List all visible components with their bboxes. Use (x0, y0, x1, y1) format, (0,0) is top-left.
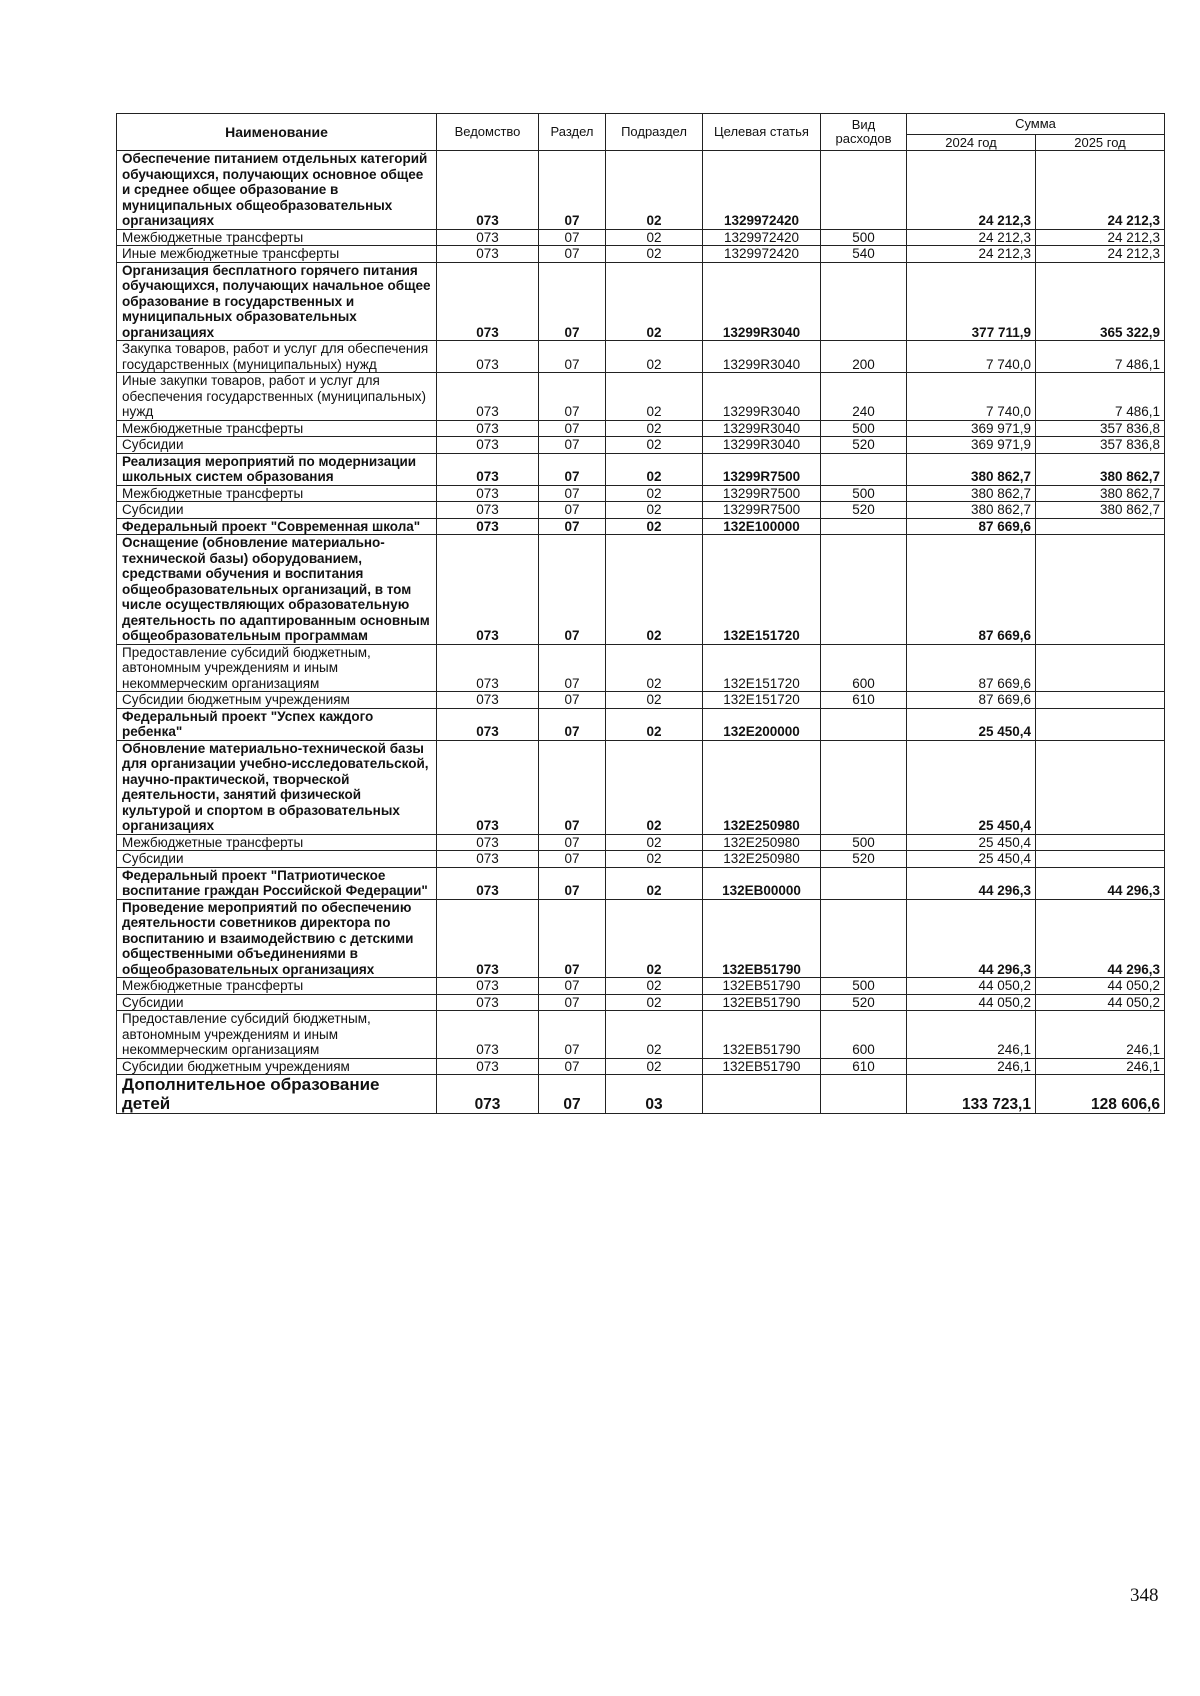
row-expense-type (821, 867, 907, 899)
row-sum-2024: 246,1 (907, 1058, 1036, 1075)
table-row (117, 1011, 1165, 1059)
row-name: Предоставление субсидий бюджетным, автономным учреждениям и иным некоммерческим организациям (117, 1011, 437, 1059)
header-target-article: Целевая статья (703, 114, 821, 151)
row-department: 073 (437, 978, 539, 995)
row-sum-2025: 246,1 (1036, 1011, 1165, 1059)
row-section: 07 (539, 978, 606, 995)
row-section: 07 (539, 899, 606, 978)
row-subsection: 02 (606, 1011, 703, 1059)
table-row (117, 644, 1165, 692)
row-target-article: 13299R3040 (703, 437, 821, 454)
table-row (117, 535, 1165, 645)
row-sum-2024: 380 862,7 (907, 502, 1036, 519)
row-name: Предоставление субсидий бюджетным, автономным учреждениям и иным некоммерческим организациям (117, 644, 437, 692)
row-target-article: 13299R7500 (703, 485, 821, 502)
row-sum-2024: 369 971,9 (907, 420, 1036, 437)
row-section: 07 (539, 708, 606, 740)
row-subsection: 02 (606, 834, 703, 851)
row-subsection: 02 (606, 867, 703, 899)
row-section: 07 (539, 535, 606, 645)
row-section: 07 (539, 851, 606, 868)
row-expense-type: 600 (821, 1011, 907, 1059)
table-row (117, 341, 1165, 373)
row-expense-type (821, 535, 907, 645)
row-sum-2025: 24 212,3 (1036, 229, 1165, 246)
row-section: 07 (539, 502, 606, 519)
row-department: 073 (437, 644, 539, 692)
row-expense-type: 500 (821, 834, 907, 851)
row-department: 073 (437, 708, 539, 740)
row-target-article: 13299R3040 (703, 262, 821, 341)
row-expense-type: 600 (821, 644, 907, 692)
header-year-2024: 2024 год (907, 135, 1036, 151)
row-section: 07 (539, 151, 606, 230)
row-department: 073 (437, 518, 539, 535)
row-target-article: 1329972420 (703, 151, 821, 230)
row-sum-2024: 246,1 (907, 1011, 1036, 1059)
table-row (117, 420, 1165, 437)
row-section: 07 (539, 485, 606, 502)
row-expense-type: 500 (821, 485, 907, 502)
row-target-article: 132E200000 (703, 708, 821, 740)
row-target-article: 132E151720 (703, 535, 821, 645)
row-expense-type: 610 (821, 1058, 907, 1075)
table-row (117, 899, 1165, 978)
table-row (117, 834, 1165, 851)
row-department: 073 (437, 453, 539, 485)
row-subsection: 02 (606, 485, 703, 502)
row-name: Реализация мероприятий по модернизации школьных систем образования (117, 453, 437, 485)
row-name: Межбюджетные трансферты (117, 834, 437, 851)
row-expense-type (821, 262, 907, 341)
row-sum-2025: 380 862,7 (1036, 485, 1165, 502)
row-sum-2025: 44 050,2 (1036, 978, 1165, 995)
row-subsection: 02 (606, 740, 703, 834)
row-department: 073 (437, 834, 539, 851)
row-subsection: 02 (606, 437, 703, 454)
header-name: Наименование (117, 114, 437, 151)
row-sum-2025: 246,1 (1036, 1058, 1165, 1075)
row-expense-type: 540 (821, 246, 907, 263)
row-department: 073 (437, 246, 539, 263)
row-department: 073 (437, 851, 539, 868)
row-department: 073 (437, 151, 539, 230)
row-department: 073 (437, 867, 539, 899)
row-section: 07 (539, 246, 606, 263)
row-sum-2025: 7 486,1 (1036, 341, 1165, 373)
page-number: 348 (1130, 1585, 1159, 1606)
row-name: Проведение мероприятий по обеспечению деятельности советников директора по воспитанию и взаимодействию с детскими общественными объединениями в общеобразовательных организациях (117, 899, 437, 978)
row-sum-2024: 24 212,3 (907, 229, 1036, 246)
row-subsection: 02 (606, 518, 703, 535)
row-department: 073 (437, 485, 539, 502)
row-section: 07 (539, 740, 606, 834)
row-department: 073 (437, 262, 539, 341)
row-sum-2025 (1036, 644, 1165, 692)
table-row (117, 994, 1165, 1011)
row-department: 073 (437, 535, 539, 645)
row-subsection: 02 (606, 535, 703, 645)
row-sum-2024: 87 669,6 (907, 692, 1036, 709)
table-row (117, 851, 1165, 868)
row-expense-type: 240 (821, 373, 907, 421)
table-row (117, 453, 1165, 485)
row-target-article: 13299R7500 (703, 453, 821, 485)
row-sum-2025: 44 050,2 (1036, 994, 1165, 1011)
row-subsection: 02 (606, 851, 703, 868)
table-row (117, 978, 1165, 995)
row-expense-type (821, 899, 907, 978)
row-section: 07 (539, 437, 606, 454)
row-expense-type: 520 (821, 437, 907, 454)
row-subsection: 02 (606, 341, 703, 373)
header-department: Ведомство (437, 114, 539, 151)
row-name: Обеспечение питанием отдельных категорий обучающихся, получающих основное общее и среднее общее образование в муниципальных общеобразовательных организациях (117, 151, 437, 230)
table-row (117, 437, 1165, 454)
row-name: Обновление материально-технической базы для организации учебно-исследовательской, научно-практической, творческой деятельности, занятий физической культурой и спортом в образовательных организациях (117, 740, 437, 834)
row-department: 073 (437, 994, 539, 1011)
row-sum-2024: 44 296,3 (907, 899, 1036, 978)
row-department: 073 (437, 420, 539, 437)
row-target-article: 132E151720 (703, 692, 821, 709)
table-row (117, 1075, 1165, 1114)
row-subsection: 02 (606, 453, 703, 485)
table-row (117, 485, 1165, 502)
row-sum-2024: 44 296,3 (907, 867, 1036, 899)
row-sum-2024: 25 450,4 (907, 708, 1036, 740)
row-sum-2025: 128 606,6 (1036, 1075, 1165, 1114)
row-department: 073 (437, 899, 539, 978)
row-sum-2025 (1036, 740, 1165, 834)
row-sum-2024: 24 212,3 (907, 246, 1036, 263)
row-department: 073 (437, 502, 539, 519)
row-sum-2025 (1036, 692, 1165, 709)
row-name: Федеральный проект "Патриотическое воспитание граждан Российской Федерации" (117, 867, 437, 899)
row-name: Субсидии (117, 502, 437, 519)
row-subsection: 03 (606, 1075, 703, 1114)
header-subsection: Подраздел (606, 114, 703, 151)
row-section: 07 (539, 518, 606, 535)
row-target-article: 13299R3040 (703, 341, 821, 373)
row-subsection: 02 (606, 262, 703, 341)
row-sum-2024: 380 862,7 (907, 485, 1036, 502)
row-subsection: 02 (606, 420, 703, 437)
row-name: Межбюджетные трансферты (117, 229, 437, 246)
row-target-article: 13299R7500 (703, 502, 821, 519)
row-expense-type (821, 740, 907, 834)
row-department: 073 (437, 229, 539, 246)
table-row (117, 373, 1165, 421)
row-sum-2025: 24 212,3 (1036, 151, 1165, 230)
row-name: Федеральный проект "Успех каждого ребенка" (117, 708, 437, 740)
table-row (117, 708, 1165, 740)
row-sum-2024: 380 862,7 (907, 453, 1036, 485)
row-name: Межбюджетные трансферты (117, 420, 437, 437)
row-sum-2025 (1036, 708, 1165, 740)
row-subsection: 02 (606, 502, 703, 519)
row-section: 07 (539, 1011, 606, 1059)
row-department: 073 (437, 373, 539, 421)
row-expense-type: 610 (821, 692, 907, 709)
row-sum-2025: 24 212,3 (1036, 246, 1165, 263)
row-section: 07 (539, 262, 606, 341)
row-subsection: 02 (606, 1058, 703, 1075)
row-sum-2024: 44 050,2 (907, 978, 1036, 995)
row-section: 07 (539, 867, 606, 899)
row-target-article: 132EB00000 (703, 867, 821, 899)
row-department: 073 (437, 692, 539, 709)
row-section: 07 (539, 229, 606, 246)
row-section: 07 (539, 1058, 606, 1075)
header-expense-type: Вид расходов (821, 114, 907, 151)
row-sum-2024: 369 971,9 (907, 437, 1036, 454)
row-section: 07 (539, 834, 606, 851)
row-target-article: 132E250980 (703, 740, 821, 834)
header-section: Раздел (539, 114, 606, 151)
row-subsection: 02 (606, 229, 703, 246)
row-target-article: 132E250980 (703, 834, 821, 851)
table-body (117, 151, 1165, 1114)
row-sum-2025 (1036, 851, 1165, 868)
row-department: 073 (437, 1011, 539, 1059)
row-sum-2025: 357 836,8 (1036, 437, 1165, 454)
row-name: Субсидии (117, 851, 437, 868)
row-name: Иные межбюджетные трансферты (117, 246, 437, 263)
row-subsection: 02 (606, 644, 703, 692)
row-department: 073 (437, 341, 539, 373)
row-name: Организация бесплатного горячего питания обучающихся, получающих начальное общее образование в государственных и муниципальных образовательных организациях (117, 262, 437, 341)
row-sum-2024: 44 050,2 (907, 994, 1036, 1011)
table-row (117, 518, 1165, 535)
row-sum-2025: 380 862,7 (1036, 453, 1165, 485)
row-name: Межбюджетные трансферты (117, 485, 437, 502)
row-sum-2025: 357 836,8 (1036, 420, 1165, 437)
row-subsection: 02 (606, 978, 703, 995)
row-target-article: 13299R3040 (703, 420, 821, 437)
row-expense-type: 500 (821, 420, 907, 437)
row-subsection: 02 (606, 692, 703, 709)
row-name: Оснащение (обновление материально-технической базы) оборудованием, средствами обучения и воспитания общеобразовательных организаций, в том числе осуществляющих образовательную деятельность по адаптированным основным общеобразовательным программам (117, 535, 437, 645)
row-target-article: 132EB51790 (703, 978, 821, 995)
table-row (117, 151, 1165, 230)
row-sum-2024: 25 450,4 (907, 851, 1036, 868)
row-expense-type (821, 708, 907, 740)
header-year-2025: 2025 год (1036, 135, 1165, 151)
row-sum-2024: 25 450,4 (907, 834, 1036, 851)
row-target-article: 132EB51790 (703, 1058, 821, 1075)
row-target-article: 132E151720 (703, 644, 821, 692)
row-department: 073 (437, 1075, 539, 1114)
row-name: Субсидии (117, 437, 437, 454)
row-sum-2025 (1036, 518, 1165, 535)
row-section: 07 (539, 692, 606, 709)
row-expense-type: 520 (821, 851, 907, 868)
row-name: Субсидии бюджетным учреждениям (117, 1058, 437, 1075)
row-expense-type (821, 151, 907, 230)
row-section: 07 (539, 644, 606, 692)
row-name: Федеральный проект "Современная школа" (117, 518, 437, 535)
row-name: Закупка товаров, работ и услуг для обеспечения государственных (муниципальных) нужд (117, 341, 437, 373)
row-subsection: 02 (606, 899, 703, 978)
row-expense-type: 520 (821, 502, 907, 519)
table-row (117, 229, 1165, 246)
row-sum-2025: 7 486,1 (1036, 373, 1165, 421)
row-sum-2025 (1036, 834, 1165, 851)
budget-table (116, 113, 1165, 1114)
row-target-article: 1329972420 (703, 229, 821, 246)
row-expense-type: 200 (821, 341, 907, 373)
row-department: 073 (437, 1058, 539, 1075)
row-subsection: 02 (606, 151, 703, 230)
row-section: 07 (539, 994, 606, 1011)
row-target-article: 1329972420 (703, 246, 821, 263)
row-name: Субсидии (117, 994, 437, 1011)
row-subsection: 02 (606, 246, 703, 263)
row-subsection: 02 (606, 373, 703, 421)
table-row (117, 692, 1165, 709)
row-target-article: 132E100000 (703, 518, 821, 535)
row-department: 073 (437, 740, 539, 834)
row-section: 07 (539, 373, 606, 421)
row-subsection: 02 (606, 708, 703, 740)
row-sum-2024: 377 711,9 (907, 262, 1036, 341)
row-target-article: 132EB51790 (703, 899, 821, 978)
table-row (117, 262, 1165, 341)
table-row (117, 1058, 1165, 1075)
row-target-article: 132EB51790 (703, 994, 821, 1011)
table-row (117, 867, 1165, 899)
row-name: Иные закупки товаров, работ и услуг для обеспечения государственных (муниципальных) нужд (117, 373, 437, 421)
row-sum-2025 (1036, 535, 1165, 645)
row-expense-type: 500 (821, 978, 907, 995)
row-sum-2024: 87 669,6 (907, 535, 1036, 645)
row-subsection: 02 (606, 994, 703, 1011)
row-sum-2024: 133 723,1 (907, 1075, 1036, 1114)
row-department: 073 (437, 437, 539, 454)
row-expense-type (821, 1075, 907, 1114)
row-expense-type: 500 (821, 229, 907, 246)
row-section: 07 (539, 1075, 606, 1114)
row-sum-2024: 25 450,4 (907, 740, 1036, 834)
row-expense-type (821, 518, 907, 535)
row-target-article: 132E250980 (703, 851, 821, 868)
row-section: 07 (539, 341, 606, 373)
row-name: Субсидии бюджетным учреждениям (117, 692, 437, 709)
table-row (117, 740, 1165, 834)
row-sum-2024: 7 740,0 (907, 341, 1036, 373)
row-sum-2025: 365 322,9 (1036, 262, 1165, 341)
row-sum-2024: 7 740,0 (907, 373, 1036, 421)
row-sum-2025: 44 296,3 (1036, 899, 1165, 978)
row-name: Межбюджетные трансферты (117, 978, 437, 995)
row-target-article (703, 1075, 821, 1114)
row-sum-2024: 87 669,6 (907, 518, 1036, 535)
row-name: Дополнительное образование детей (117, 1075, 437, 1114)
row-section: 07 (539, 453, 606, 485)
row-expense-type: 520 (821, 994, 907, 1011)
table-row (117, 246, 1165, 263)
row-sum-2025: 44 296,3 (1036, 867, 1165, 899)
row-sum-2024: 24 212,3 (907, 151, 1036, 230)
header-sum: Сумма (907, 114, 1165, 135)
row-section: 07 (539, 420, 606, 437)
table-row (117, 502, 1165, 519)
row-sum-2025: 380 862,7 (1036, 502, 1165, 519)
row-target-article: 13299R3040 (703, 373, 821, 421)
row-expense-type (821, 453, 907, 485)
row-sum-2024: 87 669,6 (907, 644, 1036, 692)
row-target-article: 132EB51790 (703, 1011, 821, 1059)
